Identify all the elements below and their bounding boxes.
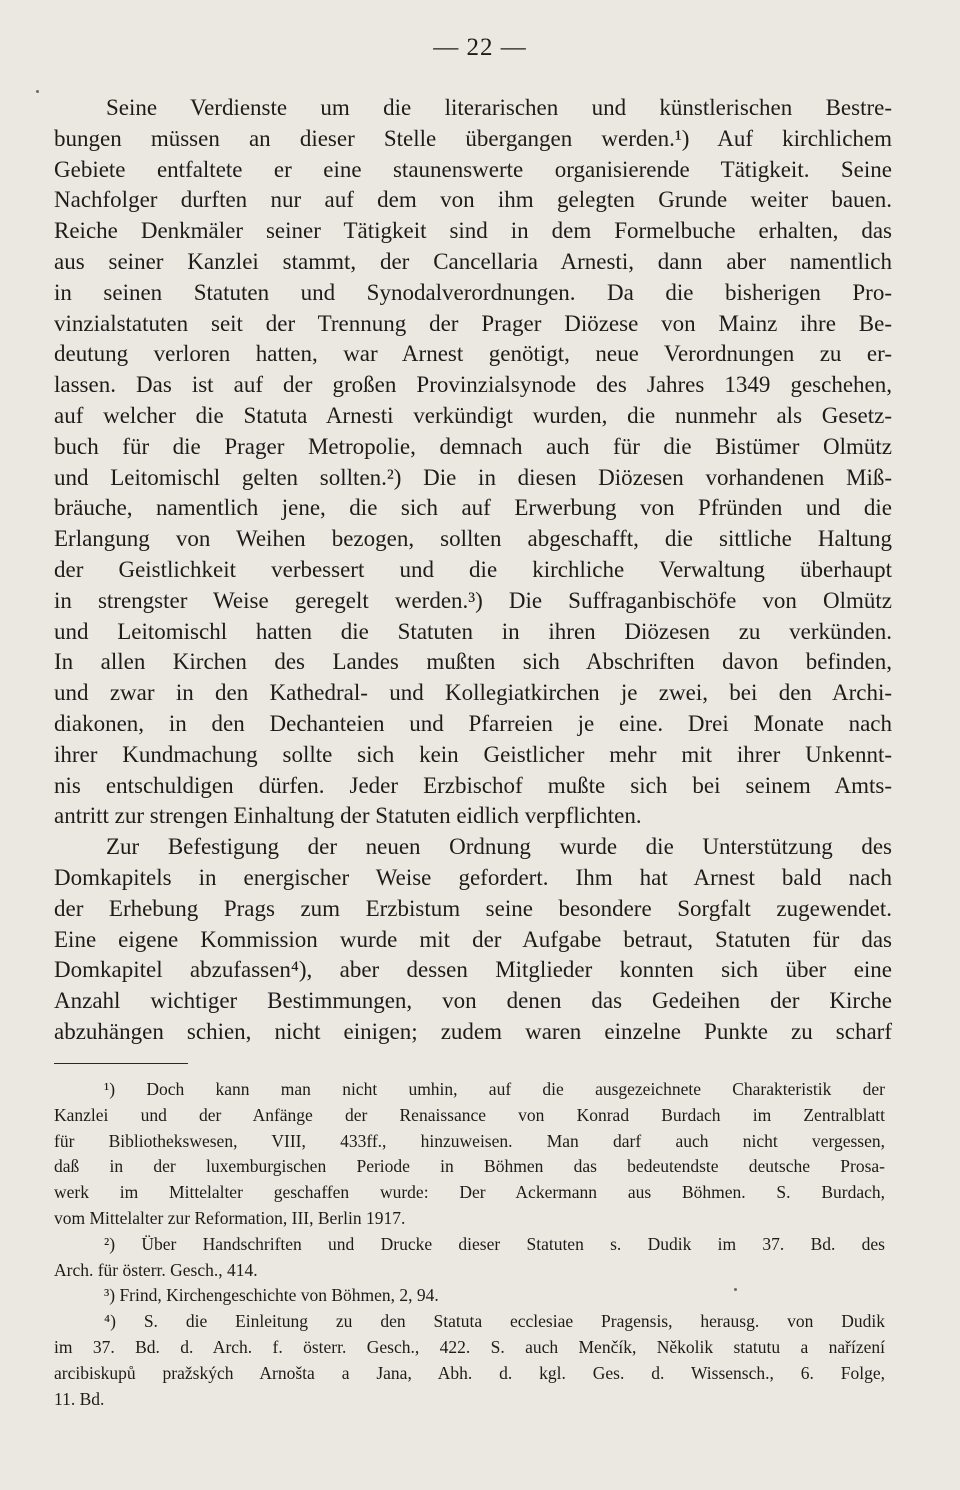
body-line: Anzahl wichtiger Bestimmungen, von denen das Gedeihen der Kirche — [54, 988, 892, 1014]
footnote-line: daß in der luxemburgischen Periode in Böhmen das bedeutendste deutsche Prosa- — [54, 1156, 885, 1177]
footnote-line: ⁴) S. die Einleitung zu den Statuta ecclesiae Pragensis, herausg. von Dudik — [104, 1311, 885, 1332]
paper-speck — [734, 1288, 737, 1291]
body-line: Domkapitel abzufassen⁴), aber dessen Mitglieder konnten sich über eine — [54, 957, 892, 983]
footnote-line: Arch. für österr. Gesch., 414. — [54, 1259, 258, 1280]
footnote-line: Kanzlei und der Anfänge der Renaissance von Konrad Burdach im Zentralblatt — [54, 1104, 885, 1125]
body-line: und zwar in den Kathedral- und Kollegiatkirchen je zwei, bei den Archi- — [54, 680, 892, 706]
footnote-line: für Bibliothekswesen, VIII, 433ff., hinzuweisen. Man darf auch nicht vergessen, — [54, 1130, 885, 1151]
footnote-line: 11. Bd. — [54, 1388, 105, 1409]
body-line: bungen müssen an dieser Stelle übergangen werden.¹) Auf kirchlichem — [54, 125, 892, 151]
page-number: — 22 — — [433, 34, 527, 61]
paper-speck — [36, 90, 39, 93]
footnotes — [54, 1077, 885, 1412]
body-line: und Leitomischl hatten die Statuten in ihren Diözesen zu verkünden. — [54, 618, 892, 644]
body-line: Seine Verdienste um die literarischen und künstlerischen Bestre- — [106, 95, 892, 120]
body-line: der Erhebung Prags zum Erzbistum seine besondere Sorgfalt zugewendet. — [54, 895, 892, 921]
footnote-line: ²) Über Handschriften und Drucke dieser Statuten s. Dudik im 37. Bd. des — [104, 1233, 885, 1254]
body-line: der Geistlichkeit verbessert und die kirchliche Verwaltung überhaupt — [54, 556, 892, 582]
body-line: bräuche, namentlich jene, die sich auf Erwerbung von Pfründen und die — [54, 495, 892, 521]
body-line: buch für die Prager Metropolie, demnach auch für die Bistümer Olmütz — [54, 433, 892, 459]
footnote-line: werk im Mittelalter geschaffen wurde: Der Ackermann aus Böhmen. S. Burdach, — [54, 1182, 885, 1203]
body-line: Gebiete entfaltete er eine staunenswerte organisierende Tätigkeit. Seine — [54, 156, 892, 182]
body-line: Domkapitels in energischer Weise gefordert. Ihm hat Arnest bald nach — [54, 864, 892, 890]
footnote-separator — [54, 1063, 188, 1064]
body-line: deutung verloren hatten, war Arnest genötigt, neue Verordnungen zu er- — [54, 341, 892, 367]
body-line: Reiche Denkmäler seiner Tätigkeit sind in dem Formelbuche erhalten, das — [54, 218, 892, 244]
body-line: in strengster Weise geregelt werden.³) Die Suffraganbischöfe von Olmütz — [54, 587, 892, 613]
body-line: lassen. Das ist auf der großen Provinzialsynode des Jahres 1349 geschehen, — [54, 372, 892, 398]
body-line: antritt zur strengen Einhaltung der Statuten eidlich verpflichten. — [54, 803, 642, 829]
footnote-line: vom Mittelalter zur Reformation, III, Berlin 1917. — [54, 1207, 406, 1228]
body-line: vinzialstatuten seit der Trennung der Prager Diözese von Mainz ihre Be- — [54, 310, 892, 336]
body-line: ihrer Kundmachung sollte sich kein Geistlicher mehr mit ihrer Unkennt- — [54, 741, 892, 767]
body-line: In allen Kirchen des Landes mußten sich Abschriften davon befinden, — [54, 649, 892, 675]
footnote-line: ¹) Doch kann man nicht umhin, auf die ausgezeichnete Charakteristik der — [104, 1079, 885, 1099]
body-line: in seinen Statuten und Synodalverordnungen. Da die bisherigen Pro- — [54, 279, 892, 305]
footnote-line: arcibiskupů pražských Arnošta a Jana, Abh. d. kgl. Ges. d. Wissensch., 6. Folge, — [54, 1362, 885, 1383]
footnote-line: im 37. Bd. d. Arch. f. österr. Gesch., 422. S. auch Menčík, Několik statutu a nařízení — [54, 1336, 885, 1357]
body-line: diakonen, in den Dechanteien und Pfarreien je eine. Drei Monate nach — [54, 710, 892, 736]
body-line: aus seiner Kanzlei stammt, der Cancellaria Arnesti, dann aber namentlich — [54, 248, 892, 274]
body-line: auf welcher die Statuta Arnesti verkündigt wurden, die nunmehr als Gesetz- — [54, 402, 892, 428]
body-text — [54, 93, 892, 1048]
body-line: Erlangung von Weihen bezogen, sollten abgeschafft, die sittliche Haltung — [54, 526, 892, 552]
body-line: Eine eigene Kommission wurde mit der Aufgabe betraut, Statuten für das — [54, 926, 892, 952]
body-line: abzuhängen schien, nicht einigen; zudem waren einzelne Punkte zu scharf — [54, 1018, 892, 1044]
footnote-line: ³) Frind, Kirchengeschichte von Böhmen, 2, 94. — [104, 1285, 439, 1306]
body-line: und Leitomischl gelten sollten.²) Die in diesen Diözesen vorhandenen Miß- — [54, 464, 892, 490]
body-line: Nachfolger durften nur auf dem von ihm gelegten Grunde weiter bauen. — [54, 187, 892, 213]
body-line: Zur Befestigung der neuen Ordnung wurde die Unterstützung des — [106, 834, 892, 860]
body-line: nis entschuldigen dürfen. Jeder Erzbischof mußte sich bei seinem Amts- — [54, 772, 892, 798]
